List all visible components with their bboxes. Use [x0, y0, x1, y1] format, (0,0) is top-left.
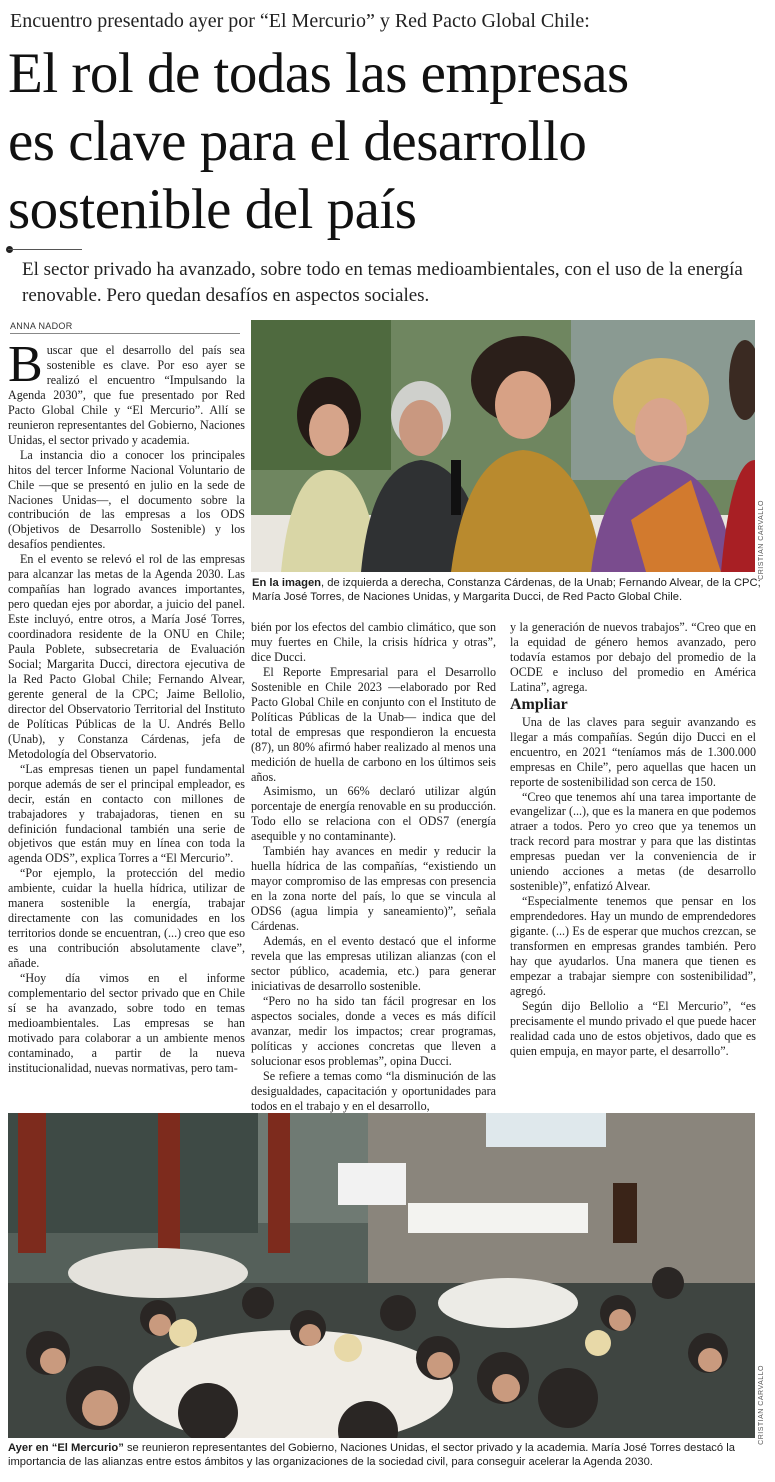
paragraph: bién por los efectos del cambio climático, que son muy fuertes en Chile, la crisis hídrica y otras”, dice Ducci.: [251, 620, 496, 664]
paragraph: Además, en el evento destacó que el informe revela que las empresas utilizan alianzas (con el sector público, academia, etc.) para generar iniciativas de desarrollo sostenible.: [251, 934, 496, 993]
paragraph: En el evento se relevó el rol de las empresas para alcanzar las metas de la Agenda 2030. Las compañías han logrado avances importantes, pero quedan ejes por abordar, a juicio del panel. Este incluyó, entre otros, a María José Torres, coordinadora residente de la ONU en Chile; Paula Poblete, subsecretaria de Evaluación Social; Margarita Ducci, directora ejecutiva de la Red Pacto Global Chile; Fernando Alvear, gerente general de la CPC; Jaime Bellolio, director del Observatorio Territorial del Instituto de Políticas Públicas de la U. Andrés Bello (Unab), y Constanza Cárdenas, jefa de Metodología del Observatorio.: [8, 552, 245, 761]
caption-lead: Ayer en “El Mercurio”: [8, 1442, 124, 1454]
headline-line-2: es clave para el desarrollo: [8, 110, 587, 173]
headline-line-3: sostenible del país: [8, 178, 417, 241]
caption-lead: En la imagen: [252, 577, 322, 589]
headline-line-1: El rol de todas las empresas: [8, 42, 629, 105]
panel-photo-illustration: [251, 320, 755, 572]
paragraph: El Reporte Empresarial para el Desarrollo Sostenible en Chile 2023 —elaborado por Red Pacto Global Chile en conjunto con el Instituto de Políticas Públicas de la Unab— indica que del total de empresas que respondieron la encuesta (87), un 80% afirmó haber realizado al menos una medición de huella de carbono en los últimos seis años.: [251, 664, 496, 784]
paragraph: También hay avances en medir y reducir la huella hídrica de las compañías, “existiendo un mayor compromiso de las empresas con presencia en la zona norte del país, lo que se vincula al ODS6 (agua limpia y saneamiento)”, señala Cárdenas.: [251, 844, 496, 934]
paragraph: “Especialmente tenemos que pensar en los emprendedores. Hay un mundo de emprendedores gigante. (...) Es de esperar que muchos crezcan, se transformen en empresas grandes también. Pero hay que ayudarlos. Una manera que tienen es empezar a trabajar siempre con sostenibilidad”, agregó.: [510, 894, 756, 998]
paragraph: Una de las claves para seguir avanzando es llegar a más compañías. Según dijo Ducci en el encuentro, en 2021 “teníamos más de 1.300.000 empresas en Chile”, pero aquellas que hacen un reporte de sostenibilidad son cerca de 150.: [510, 714, 756, 789]
article-deck: El sector privado ha avanzado, sobre todo en temas medioambientales, con el uso de la energía renovable. Pero quedan desafíos en aspectos sociales.: [22, 259, 743, 306]
paragraph: Se refiere a temas como “la disminución de las desigualdades, capacitación y oportunidades para todos en el trabajo y en el desarrollo,: [251, 1068, 496, 1113]
article-kicker: Encuentro presentado ayer por “El Mercurio” y Red Pacto Global Chile:: [10, 10, 590, 32]
paragraph: “Pero no ha sido tan fácil progresar en los aspectos sociales, donde a veces es más difícil avanzar, medir los impactos; crear programas, políticas y acciones concretas que lleven a solucionar esos problemas”, opina Ducci.: [251, 993, 496, 1068]
article-headline: [8, 40, 768, 244]
text-column-1: [8, 336, 245, 1076]
caption-text: se reunieron representantes del Gobierno, Naciones Unidas, el sector privado y la academia. María José Torres destacó la importancia de las alianzas entre estos ámbitos y las organizaciones de la sociedad civil, para conseguir acelerar la Agenda 2030.: [8, 1442, 735, 1468]
photo-caption: [252, 576, 762, 604]
subheading: Ampliar: [510, 695, 568, 713]
drop-cap: B: [8, 336, 43, 393]
paragraph: Asimismo, un 66% declaró utilizar algún porcentaje de energía renovable en su producción. Todo ello se relaciona con el ODS7 (energía asequible y no contaminante).: [251, 784, 496, 844]
photo-credit: CRISTIAN CARVALLO: [758, 1365, 765, 1445]
paragraph: Según dijo Bellolio a “El Mercurio”, “es precisamente el mundo privado el que puede hacer realidad cada uno de estos objetivos, dado que es quien empuja, en mayor parte, el desarrollo”.: [510, 998, 756, 1058]
byline-rule: [10, 333, 240, 334]
byline: ANNA NADOR: [10, 321, 73, 331]
paragraph: “Creo que tenemos ahí una tarea importante de evangelizar (...), que es la manera en que podemos atraer a todos. Pero yo creo que ya tenemos un track record para mostrar y para que las distintas empresas puedan ver la conveniencia de ir uniendo acciones a metas (de desarrollo sostenible)”, enfatizó Alvear.: [510, 789, 756, 894]
text-column-3: [510, 620, 756, 1059]
panel-photo: [251, 320, 755, 572]
photo-caption: [8, 1441, 768, 1469]
photo-credit: CRISTIAN CARVALLO: [758, 500, 765, 580]
separator-line: [8, 249, 82, 250]
paragraph: La instancia dio a conocer los principales hitos del tercer Informe Nacional Voluntario de Chile —que se presentó en julio en la sede de Naciones Unidas—, el documento sobre la contribución de las empresas a los ODS (Objetivos de Desarrollo Sostenible) y los desafíos pendientes.: [8, 447, 245, 552]
paragraph: “Hoy día vimos en el informe complementario del sector privado que en Chile sí se ha avanzado, sobre todo en temas medioambientales. Las empresas se han motivado para colaborar a un ambiente menos contaminado, a partir de la nueva institucionalidad, nuevas normativas, pero tam-: [8, 971, 245, 1075]
paragraph: “Por ejemplo, la protección del medio ambiente, cuidar la huella hídrica, utilizar de manera sostenible la energía, trabajar directamente con las comunidades en los territorios donde se encuentran, (...) creo que eso es una contribución absolutamente clave”, añade.: [8, 866, 245, 971]
paragraph: y la generación de nuevos trabajos”. “Creo que en la equidad de género hemos avanzado, pero todavía estamos por debajo del promedio de la OCDE e incluso del promedio en América Latina”, agrega.: [510, 620, 756, 694]
first-paragraph: [8, 336, 245, 448]
event-photo: [8, 1113, 755, 1438]
paragraph: “Las empresas tienen un papel fundamental porque además de ser el principal empleador, es decir, están en contacto con millones de trabajadores y trabajadoras, tienen en su definición fundacional también una serie de objetivos que están muy en línea con toda la agenda ODS”, explica Torres a “El Mercurio”.: [8, 761, 245, 866]
first-paragraph-text: uscar que el desarrollo del país sea sostenible es clave. Por eso ayer se realizó el encuentro “Impulsando la Agenda 2030”, que fue presentado por Red Pacto Global Chile y “El Mercurio”. Allí se reunieron representantes del Gobierno, Naciones Unidas, el sector privado y academia.: [8, 343, 245, 447]
event-photo-illustration: [8, 1113, 755, 1438]
text-column-2: [251, 620, 496, 1113]
caption-text: , de izquierda a derecha, Constanza Cárdenas, de la Unab; Fernando Alvear, de la CPC; María José Torres, de Naciones Unidas, y Margarita Ducci, de Red Pacto Global Chile.: [252, 577, 761, 603]
